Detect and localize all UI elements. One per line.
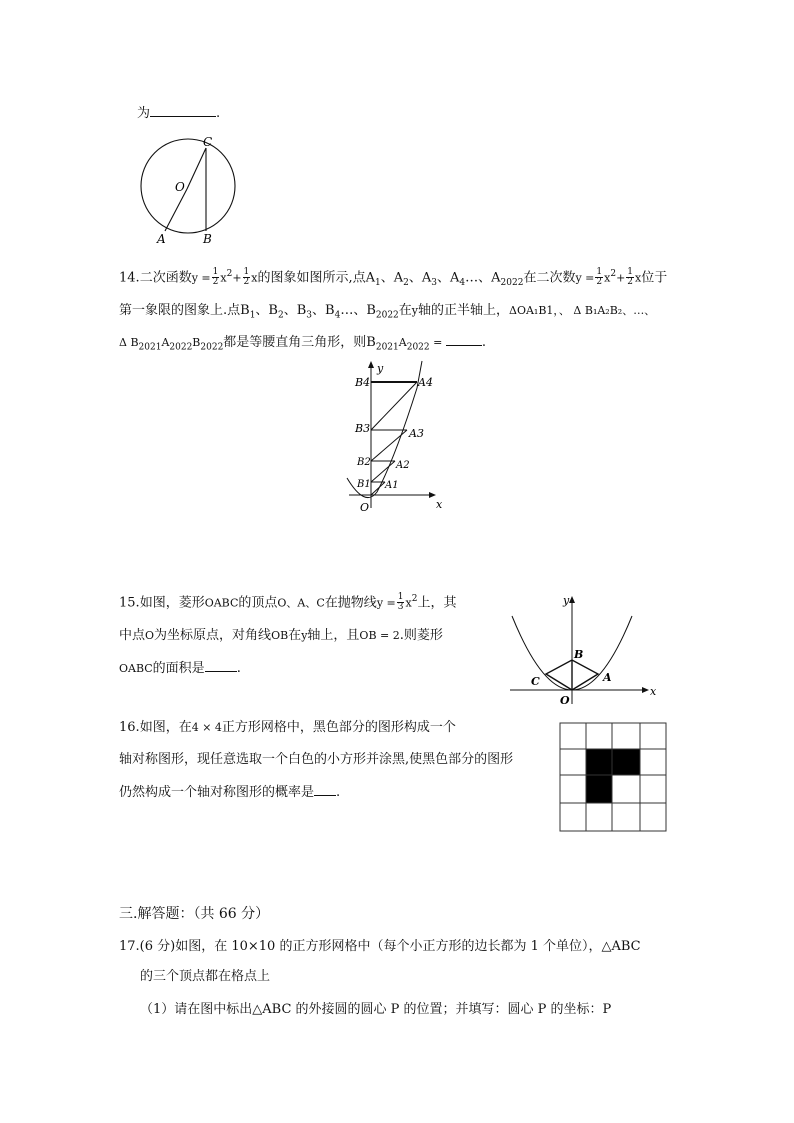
- q14-frac-c-num: 1: [596, 267, 603, 278]
- q14-text: 、A: [380, 270, 404, 286]
- q15-text: 在: [288, 628, 302, 643]
- q14-label-B2: B2: [357, 457, 371, 468]
- q13-tail-text: 为: [137, 106, 151, 121]
- q15-var: OABC: [119, 662, 153, 675]
- q14-eq-sup: 2: [226, 269, 233, 279]
- q14-text: …、B: [340, 303, 376, 318]
- q16-line-1: [119, 719, 456, 737]
- q13-segment-OC: [187, 148, 206, 189]
- q14-text: 轴的正半轴上，: [418, 303, 510, 318]
- q14-eq-y: y =: [191, 271, 211, 285]
- q15-rhombus-figure: [500, 592, 665, 710]
- q15-eq-sup: 2: [411, 594, 418, 604]
- q15-label-B: B: [574, 648, 584, 661]
- q16-text: 如图，在: [139, 720, 192, 735]
- q14-text: 在二次数: [523, 270, 576, 286]
- q14-frac-b-den: 2: [243, 277, 250, 288]
- q13-answer-blank[interactable]: [150, 104, 216, 117]
- q14-answer-blank[interactable]: [446, 333, 482, 346]
- q14-x-arrow: [429, 492, 436, 498]
- q14-eq2-sup: 2: [610, 269, 617, 279]
- q14-text: 的图象如图所示,点A: [257, 270, 376, 286]
- q14-parabola-figure: [335, 358, 450, 518]
- q13-label-O: O: [175, 180, 185, 194]
- q17-line-2: 的三个顶点都在格点上: [140, 969, 271, 984]
- q14-label-A3: A3: [409, 427, 424, 440]
- q14-frac-d-den: 2: [627, 277, 634, 288]
- q15-label-A: A: [603, 671, 612, 684]
- q14-eq2-y: y =: [575, 271, 595, 285]
- q14-sub: 3: [431, 277, 438, 288]
- q14-sub: 2: [277, 310, 284, 321]
- q14-label-A1: A1: [385, 480, 399, 491]
- q14-text: A: [161, 336, 170, 349]
- q15-var: OB = 2: [359, 629, 400, 642]
- q16-grid-figure: [559, 722, 669, 834]
- q15-var: 、A、: [286, 596, 317, 610]
- q15-line-3: [119, 659, 241, 678]
- q15-text: 的顶点: [238, 595, 278, 611]
- q15-text: 轴上，且: [307, 628, 360, 643]
- q14-sub: 1: [375, 277, 381, 288]
- q14-text: 位于: [641, 270, 668, 286]
- q14-eq2-plus: +: [616, 271, 626, 285]
- q14-label-A2: A2: [396, 460, 410, 471]
- q15-frac-den: 3: [397, 602, 404, 613]
- q13-label-C: C: [203, 135, 213, 149]
- q14-sub: 3: [306, 310, 313, 321]
- q14-sub: 2021: [375, 342, 399, 353]
- q15-label-y: y: [563, 594, 570, 607]
- q14-text: A: [398, 336, 407, 349]
- q16-line-2: [119, 751, 513, 769]
- q15-eq-x: x: [405, 596, 412, 610]
- q14-label-B4: B4: [355, 376, 371, 389]
- q14-eq2-xb: x: [635, 271, 642, 285]
- q16-line-3: [119, 783, 340, 802]
- q15-text: 中点: [119, 628, 146, 643]
- q16-text: 仍然构成一个轴对称图形的概率是: [119, 785, 315, 800]
- q16-number: 16.: [119, 720, 140, 735]
- q14-y-arrow: [368, 361, 374, 368]
- q14-frac-d: [626, 268, 634, 287]
- q14-line-1: [119, 265, 667, 292]
- q14-B2A3: [371, 430, 407, 461]
- q14-eq-x: x: [220, 271, 227, 285]
- q16-grid-size: 4 × 4: [191, 721, 222, 734]
- q14-text: 、A: [408, 270, 432, 286]
- q14-sub: 2022: [375, 310, 399, 321]
- q14-frac-c-den: 2: [596, 277, 603, 288]
- q16-period: .: [336, 785, 341, 800]
- q15-x-arrow: [642, 687, 649, 693]
- q14-text: 、B: [283, 303, 307, 318]
- q15-label-C: C: [531, 675, 540, 688]
- q15-answer-blank[interactable]: [205, 659, 237, 672]
- q13-label-A: A: [157, 232, 166, 246]
- q17-line-1: 17.(6 分)如图，在 10×10 的正方形网格中（每个小正方形的边长都为 1 个单位），△ABC: [119, 939, 641, 954]
- q15-label-O: O: [560, 694, 570, 707]
- q14-label-B3: B3: [355, 422, 371, 435]
- q14-OA1: [371, 482, 385, 495]
- q14-eq-plus: +: [232, 271, 242, 285]
- q14-sub: 2022: [169, 342, 193, 353]
- q14-line-2: [119, 302, 655, 325]
- q14-sub: 1: [249, 310, 256, 321]
- q14-label-x: x: [436, 498, 443, 511]
- q15-text: 上，其: [417, 595, 457, 611]
- q15-text: 为坐标原点，对角线: [154, 628, 272, 643]
- q14-eq-x-b: x: [251, 271, 258, 285]
- q15-var: OABC: [204, 596, 239, 610]
- q14-text: 二次函数: [139, 270, 192, 286]
- q16-grid-lines: [560, 723, 666, 831]
- q14-label-y: y: [377, 362, 384, 375]
- q15-period: .: [236, 661, 241, 676]
- q14-label-A4: A4: [418, 376, 433, 389]
- q15-text: 如图，菱形: [139, 595, 205, 611]
- q14-text: …、A: [465, 270, 501, 286]
- q14-sub: 2022: [500, 277, 524, 288]
- q15-text: .则菱形: [399, 628, 443, 643]
- q13-segment-OA: [165, 189, 187, 231]
- q14-sub: 2022: [200, 342, 224, 353]
- q14-triangles: ΔOA₁B1，、 Δ B₁A₂B₂、…、: [509, 304, 656, 317]
- q14-frac-c: [595, 268, 603, 287]
- q14-period: .: [481, 335, 486, 350]
- q15-text: 的面积是: [152, 661, 205, 676]
- q14-sub: 2021: [138, 342, 162, 353]
- q15-eq-y: y =: [376, 596, 396, 610]
- q14-frac-b-num: 1: [243, 267, 250, 278]
- q14-eq2-x: x: [604, 271, 611, 285]
- q14-text: 都是等腰直角三角形，则B: [223, 335, 376, 350]
- q13-period: .: [216, 106, 221, 121]
- q14-text: 、B: [255, 303, 278, 318]
- q17-line-3: （1）请在图中标出△ABC 的外接圆的圆心 P 的位置；并填写：圆心 P 的坐标：P: [140, 1002, 612, 1017]
- q15-line-2: [119, 627, 443, 645]
- q15-var: OB: [271, 629, 289, 642]
- q14-text: Δ B: [119, 336, 139, 349]
- q14-sub: 2022: [406, 342, 430, 353]
- q14-text: =: [429, 336, 446, 349]
- q14-sub: 2: [403, 277, 409, 288]
- q15-number: 15.: [119, 595, 140, 611]
- q15-line-1: [119, 590, 456, 612]
- q14-text: 在: [398, 303, 412, 318]
- q16-grid-border: [560, 723, 666, 831]
- q15-var: y: [301, 629, 308, 642]
- q16-text: 轴对称图形，现任意选取一个白色的小方形并涂黑,使黑色部分的图形: [119, 752, 514, 767]
- q14-y-var: y: [411, 304, 419, 317]
- q16-text: 正方形网格中，黑色部分的图形构成一个: [221, 720, 456, 735]
- q13-circle-figure: [130, 133, 245, 248]
- q13-label-B: B: [203, 232, 212, 246]
- q14-B3A4: [371, 382, 417, 430]
- q14-sub: 4: [334, 310, 341, 321]
- q14-text: 第一象限的图象上.点B: [119, 303, 250, 318]
- q15-frac: [397, 593, 405, 612]
- q16-black-cell-b: [612, 749, 640, 775]
- q15-var: O: [277, 596, 287, 610]
- q14-number: 14.: [119, 270, 140, 286]
- q15-frac-num: 1: [397, 592, 404, 603]
- q14-frac-num: 1: [212, 267, 219, 278]
- q14-text: 、B: [312, 303, 335, 318]
- q15-var: C: [316, 596, 325, 610]
- q16-black-cell-a: [586, 749, 612, 803]
- q14-text: 、A: [437, 270, 460, 286]
- q15-var: O: [145, 629, 155, 642]
- q14-label-B1: B1: [357, 479, 371, 490]
- q15-label-x: x: [650, 685, 657, 698]
- q13-tail-line: [137, 104, 220, 123]
- q14-line-3: [119, 333, 486, 357]
- q14-text: B: [192, 336, 201, 349]
- q16-answer-blank[interactable]: [314, 783, 336, 796]
- q14-sub: 4: [459, 277, 466, 288]
- q15-text: 在抛物线: [324, 595, 377, 611]
- section3-title: 三.解答题：（共 66 分）: [119, 906, 270, 922]
- q14-frac-b: [243, 268, 251, 287]
- q14-label-O: O: [360, 501, 370, 514]
- q15-y-arrow: [569, 596, 575, 603]
- q14-frac-d-num: 1: [627, 267, 634, 278]
- q14-frac-den: 2: [212, 277, 219, 288]
- q14-frac: [212, 268, 220, 287]
